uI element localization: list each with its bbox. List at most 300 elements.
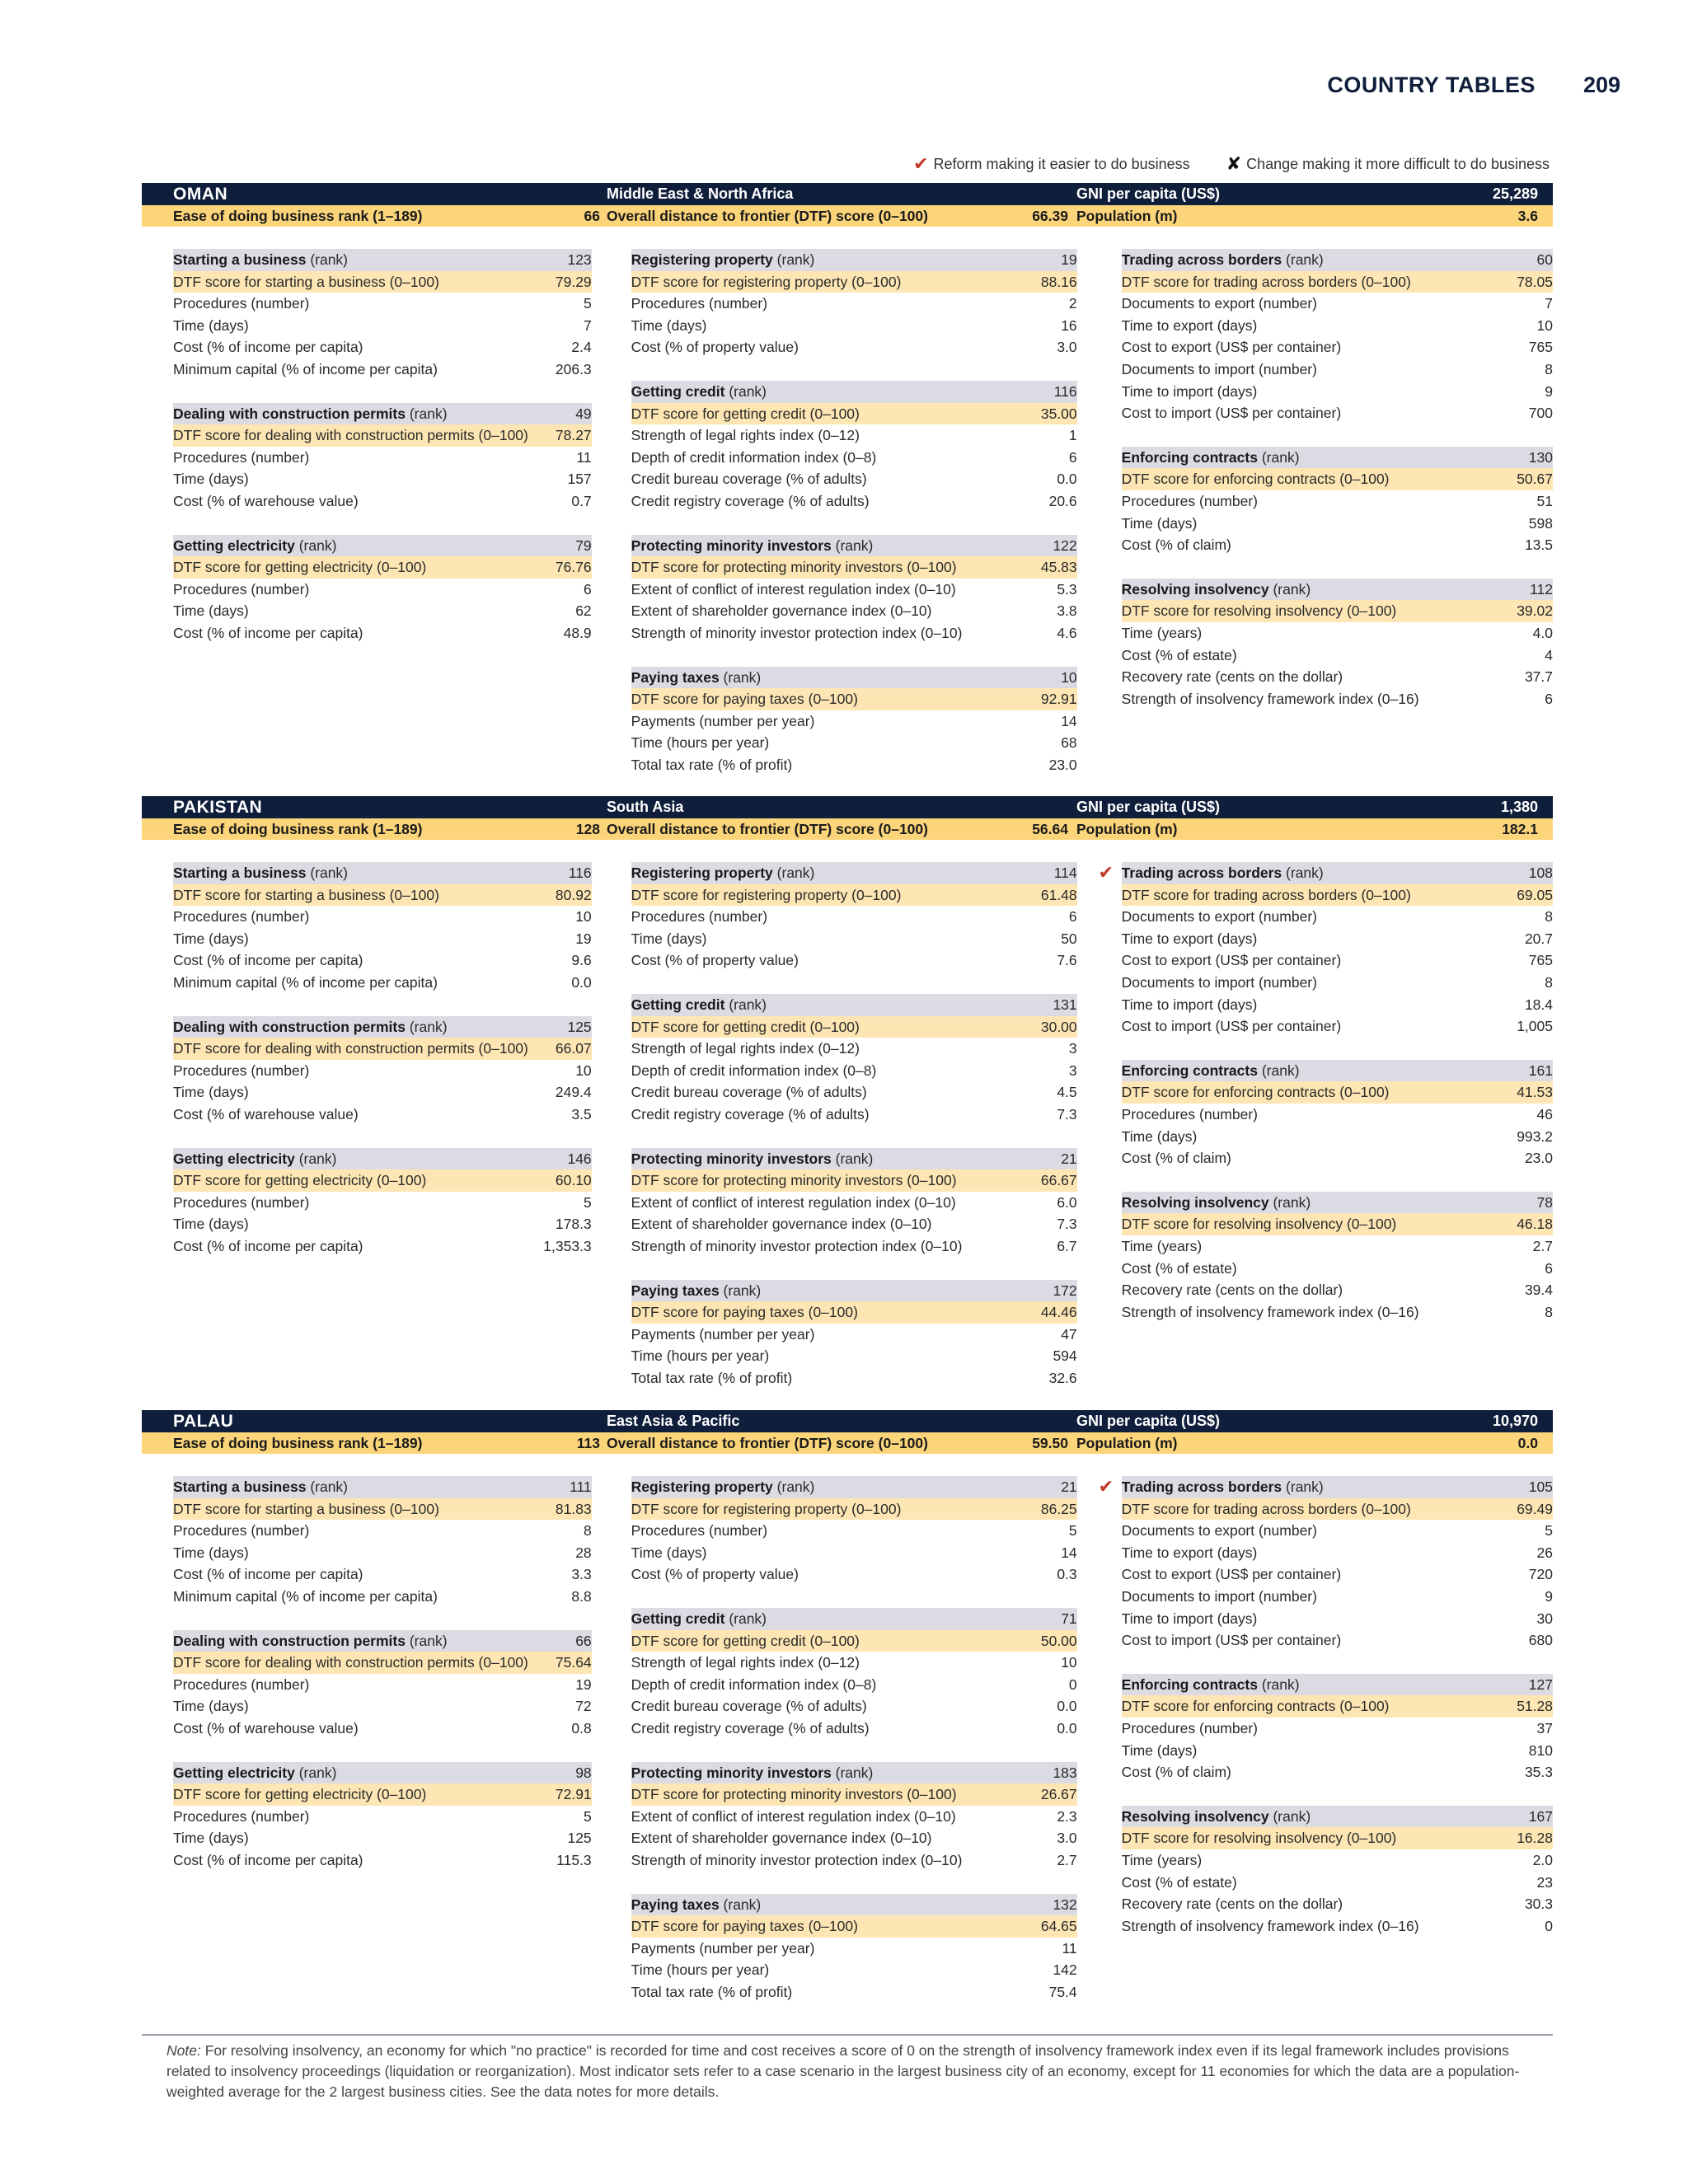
dtf-score-row (1122, 1498, 1553, 1521)
legend-change-label: Change making it more difficult to do business (1246, 155, 1550, 172)
indicator-label: Extent of shareholder governance index (0–10) (631, 1830, 932, 1847)
indicator-value: 11 (1062, 1939, 1077, 1957)
section-header-row (631, 1148, 1077, 1170)
section-suffix: (rank) (1273, 580, 1311, 598)
indicator-section (173, 1476, 592, 1608)
indicator-value: 206.3 (555, 360, 592, 377)
indicator-label: Time (days) (173, 1830, 249, 1847)
section-header-row (631, 862, 1077, 884)
section-title: Resolving insolvency (1121, 1193, 1269, 1211)
section-header-row (173, 403, 592, 425)
indicator-value: 6 (1545, 690, 1553, 707)
indicator-row (173, 972, 592, 994)
checkmark-icon: ✔ (913, 153, 929, 174)
indicator-row (631, 710, 1077, 733)
indicator-label: Minimum capital (% of income per capita) (173, 360, 438, 377)
indicator-value: 61.48 (1040, 886, 1077, 903)
section-rank: 19 (1061, 251, 1077, 268)
dtf-score-row (631, 1498, 1077, 1521)
indicator-row (1122, 1761, 1553, 1783)
indicator-value: 8 (583, 1522, 592, 1540)
indicator-row (631, 949, 1077, 972)
section-rank: 78 (1536, 1193, 1553, 1211)
section-rank: 123 (567, 251, 592, 268)
section-rank: 116 (568, 865, 592, 881)
indicator-label: DTF score for registering property (0–100) (631, 273, 902, 290)
section-suffix: (rank) (1273, 1807, 1311, 1825)
indicator-row (631, 579, 1077, 601)
section-title: Getting electricity (173, 1764, 295, 1781)
dtf-score-row (1122, 884, 1553, 907)
section-title: Trading across borders (1121, 251, 1282, 268)
indicator-value: 16 (1061, 316, 1077, 334)
dtf-score-row (173, 1783, 592, 1806)
indicator-label: Procedures (number) (173, 1193, 310, 1211)
indicator-value: 14 (1061, 712, 1077, 729)
indicator-label: Extent of conflict of interest regulation index (0–10) (631, 1193, 956, 1211)
indicator-value: 7 (1545, 295, 1553, 312)
dtf-score: 66.39 (1032, 207, 1068, 224)
indicator-value: 81.83 (555, 1500, 592, 1517)
indicator-label: DTF score for starting a business (0–100) (173, 273, 439, 290)
indicator-value: 64.65 (1040, 1918, 1077, 1935)
section-rank: 79 (575, 537, 592, 554)
indicator-label: Procedures (number) (173, 580, 310, 598)
indicator-label: DTF score for dealing with construction permits (0–100) (173, 1040, 528, 1057)
indicator-label: Time (years) (1121, 1851, 1203, 1868)
indicator-row (173, 906, 592, 928)
section-header-row (173, 1762, 592, 1784)
section-title: Paying taxes (631, 668, 720, 686)
section-suffix: (rank) (835, 537, 874, 554)
indicator-label: Extent of shareholder governance index (0–10) (631, 1216, 932, 1233)
section-title: Resolving insolvency (1121, 1807, 1269, 1825)
country-name: PALAU (173, 1411, 234, 1431)
section-header-row (631, 1476, 1077, 1498)
indicator-label: Procedures (number) (1121, 492, 1259, 509)
indicator-row (631, 1806, 1077, 1828)
indicator-row (631, 1542, 1077, 1564)
indicator-label: Strength of insolvency framework index (0–16) (1121, 1917, 1419, 1934)
indicator-label: Depth of credit information index (0–8) (631, 1675, 877, 1693)
indicator-value: 48.9 (563, 624, 592, 641)
indicator-label: Cost (% of income per capita) (173, 952, 363, 969)
indicator-label: DTF score for protecting minority investors (0–100) (631, 1786, 957, 1803)
indicator-row (173, 359, 592, 381)
indicator-row (631, 1104, 1077, 1126)
indicator-label: Strength of legal rights index (0–12) (631, 1654, 860, 1671)
indicator-value: 5 (583, 1193, 592, 1211)
indicator-value: 4.5 (1057, 1084, 1077, 1101)
indicator-value: 3 (1068, 1062, 1077, 1079)
section-header-row (173, 535, 592, 557)
indicator-section (1122, 579, 1553, 710)
indicator-label: DTF score for starting a business (0–100) (173, 886, 439, 903)
indicator-row (173, 293, 592, 315)
indicator-label: Cost (% of warehouse value) (173, 1105, 359, 1122)
indicator-value: 0.3 (1057, 1566, 1077, 1583)
dtf-label: Overall distance to frontier (DTF) score (0–100) (607, 820, 928, 837)
indicator-label: Procedures (number) (631, 908, 768, 926)
indicator-row (1122, 1872, 1553, 1894)
population-label: Population (m) (1076, 820, 1178, 837)
indicator-label: Cost (% of property value) (631, 339, 799, 356)
dtf-score-row (631, 1915, 1077, 1938)
indicator-value: 6 (1068, 448, 1077, 466)
indicator-label: Extent of conflict of interest regulation index (0–10) (631, 580, 956, 598)
indicator-label: Cost (% of claim) (1121, 1764, 1231, 1781)
indicator-section (1122, 249, 1553, 424)
gni-value: 1,380 (1500, 799, 1538, 815)
section-rank: 127 (1528, 1675, 1553, 1693)
indicator-label: Credit registry coverage (% of adults) (631, 492, 870, 509)
indicator-label: Credit bureau coverage (% of adults) (631, 1698, 867, 1715)
footnote-text: For resolving insolvency, an economy for which "no practice" is recorded for time and cost receives a score of 0 on the strength of insolvency framework index even if its legal framework includes provisions related to insolvency proceedings (liquidation or reorganization). Most indicator sets refer to a case scenario in the largest business city of an economy, except for 11 economies for which the data are a population-weighted average for the 2 largest business cities. See the data notes for more details. (166, 2042, 1520, 2100)
indicator-value: 14 (1061, 1544, 1077, 1561)
indicator-row (1122, 1893, 1553, 1915)
indicator-label: Procedures (number) (173, 1807, 310, 1825)
indicator-value: 3.3 (571, 1566, 592, 1583)
indicator-label: DTF score for resolving insolvency (0–100) (1121, 1830, 1397, 1847)
indicator-section (1122, 1806, 1553, 1938)
dtf-score: 59.50 (1032, 1434, 1068, 1451)
dtf-label: Overall distance to frontier (DTF) score (0–100) (607, 207, 928, 224)
indicator-label: DTF score for enforcing contracts (0–100) (1121, 1084, 1390, 1101)
footnote (142, 2034, 1553, 2102)
dtf-score-row (173, 271, 592, 293)
section-title: Starting a business (173, 865, 307, 881)
section-title: Dealing with construction permits (173, 1632, 406, 1649)
indicator-label: Cost (% of income per capita) (173, 1851, 363, 1868)
section-suffix: (rank) (729, 382, 767, 400)
indicator-value: 86.25 (1040, 1500, 1077, 1517)
dtf-score-row (173, 884, 592, 907)
indicator-row (173, 1104, 592, 1126)
section-title: Getting credit (631, 1610, 725, 1627)
indicator-row (1122, 402, 1553, 424)
indicator-section (631, 1148, 1077, 1258)
country-block (142, 183, 1553, 798)
indicator-row (1122, 949, 1553, 972)
indicator-value: 3.5 (571, 1105, 592, 1122)
section-rank: 10 (1061, 668, 1077, 686)
indicator-value: 23 (1536, 1873, 1553, 1891)
indicator-label: Cost to export (US$ per container) (1121, 339, 1342, 356)
indicator-label: Cost to export (US$ per container) (1121, 952, 1342, 969)
indicator-label: Time to export (days) (1121, 1544, 1258, 1561)
section-header-row (631, 667, 1077, 689)
indicator-columns (142, 1476, 1553, 2025)
section-title: Protecting minority investors (631, 1150, 832, 1167)
indicator-section (631, 535, 1077, 644)
indicator-row (173, 1718, 592, 1740)
indicator-value: 700 (1528, 405, 1553, 422)
indicator-row (631, 1213, 1077, 1235)
indicator-row (631, 490, 1077, 513)
legend (877, 153, 1550, 175)
indicator-label: Time (days) (173, 1698, 249, 1715)
indicator-section (1122, 1192, 1553, 1324)
section-rank: 66 (575, 1632, 592, 1649)
indicator-label: DTF score for getting electricity (0–100) (173, 1172, 427, 1189)
indicator-row (631, 1235, 1077, 1258)
indicator-row (1122, 513, 1553, 535)
section-rank: 112 (1530, 580, 1553, 598)
section-suffix: (rank) (310, 865, 349, 881)
section-rank: 167 (1528, 1807, 1553, 1825)
indicator-value: 2.4 (571, 339, 592, 356)
indicator-row (173, 1520, 592, 1542)
section-title: Registering property (631, 865, 773, 881)
indicator-label: Credit registry coverage (% of adults) (631, 1105, 870, 1122)
indicator-label: Time (days) (173, 1544, 249, 1561)
indicator-value: 3.8 (1057, 602, 1077, 620)
section-title: Paying taxes (631, 1282, 720, 1299)
indicator-value: 23.0 (1048, 756, 1077, 773)
indicator-row (1122, 381, 1553, 403)
indicator-section (1122, 1060, 1553, 1169)
indicator-value: 1 (1068, 427, 1077, 444)
indicator-value: 75.64 (555, 1654, 592, 1671)
page-number: 209 (1582, 73, 1620, 97)
indicator-value: 125 (567, 1830, 592, 1847)
indicator-row (1122, 1258, 1553, 1280)
section-suffix: (rank) (729, 996, 767, 1013)
indicator-value: 5 (583, 1807, 592, 1825)
population-value: 182.1 (1502, 820, 1538, 837)
ease-rank: 66 (584, 207, 600, 224)
indicator-row (173, 1542, 592, 1564)
indicator-row (631, 424, 1077, 447)
indicator-row (173, 579, 592, 601)
section-header-row (631, 994, 1077, 1016)
indicator-value: 75.4 (1048, 1983, 1077, 2000)
indicator-value: 8 (1545, 1303, 1553, 1320)
indicator-label: Payments (number per year) (631, 712, 815, 729)
population-label: Population (m) (1076, 207, 1178, 224)
indicator-label: Procedures (number) (631, 1522, 768, 1540)
section-suffix: (rank) (310, 251, 349, 268)
section-rank: 60 (1536, 251, 1553, 268)
indicator-value: 30 (1536, 1610, 1553, 1627)
section-header-row (631, 249, 1077, 271)
indicator-row (173, 1827, 592, 1849)
indicator-label: Time (days) (173, 316, 249, 334)
dtf-label: Overall distance to frontier (DTF) score (0–100) (607, 1434, 928, 1451)
indicator-label: Documents to import (number) (1121, 973, 1317, 991)
gni-value: 10,970 (1492, 1413, 1538, 1429)
indicator-row (631, 468, 1077, 490)
indicator-label: Credit bureau coverage (% of adults) (631, 471, 867, 488)
indicator-row (173, 949, 592, 972)
dtf-score-row (631, 271, 1077, 293)
indicator-label: DTF score for enforcing contracts (0–100) (1121, 1698, 1390, 1715)
indicator-value: 8 (1545, 360, 1553, 377)
dtf-score-row (1122, 1081, 1553, 1104)
indicator-value: 598 (1528, 514, 1553, 532)
indicator-label: DTF score for trading across borders (0–100) (1121, 1500, 1411, 1517)
section-suffix: (rank) (723, 1896, 762, 1913)
indicator-value: 39.02 (1517, 602, 1553, 620)
indicator-label: Time (years) (1121, 1237, 1203, 1254)
section-title: Getting credit (631, 996, 725, 1013)
gni-label: GNI per capita (US$) (1076, 799, 1221, 815)
indicator-value: 157 (567, 471, 592, 488)
ease-label: Ease of doing business rank (1–189) (173, 1434, 423, 1451)
indicator-label: Procedures (number) (173, 448, 310, 466)
section-title: Starting a business (173, 251, 307, 268)
indicator-value: 9 (1545, 382, 1553, 400)
section-header-row (1098, 862, 1553, 884)
section-rank: 125 (567, 1018, 592, 1035)
indicator-value: 720 (1528, 1566, 1553, 1583)
section-suffix: (rank) (1261, 448, 1300, 466)
indicator-label: Depth of credit information index (0–8) (631, 448, 877, 466)
section-suffix: (rank) (835, 1150, 874, 1167)
indicator-label: Time (hours per year) (631, 1961, 770, 1979)
indicator-value: 18.4 (1524, 996, 1553, 1013)
indicator-label: Documents to import (number) (1121, 1587, 1317, 1605)
indicator-label: DTF score for getting credit (0–100) (631, 1632, 860, 1649)
indicator-row (173, 1060, 592, 1082)
indicator-label: DTF score for registering property (0–100) (631, 1500, 902, 1517)
indicator-label: DTF score for starting a business (0–100) (173, 1500, 439, 1517)
indicator-value: 1,353.3 (543, 1237, 592, 1254)
indicator-value: 4.6 (1057, 624, 1077, 641)
region-name: South Asia (607, 799, 684, 815)
indicator-label: DTF score for paying taxes (0–100) (631, 1918, 858, 1935)
section-header-row (631, 1608, 1077, 1630)
indicator-column (173, 249, 592, 798)
indicator-row (631, 1038, 1077, 1060)
indicator-value: 44.46 (1040, 1304, 1077, 1321)
indicator-value: 6 (583, 580, 592, 598)
indicator-value: 10 (1061, 1654, 1077, 1671)
indicator-value: 35.3 (1524, 1764, 1553, 1781)
indicator-value: 72.91 (555, 1786, 592, 1803)
dtf-score-row (1122, 271, 1553, 293)
section-suffix: (rank) (776, 251, 815, 268)
indicator-row (631, 1959, 1077, 1981)
indicator-label: Time to import (days) (1121, 382, 1258, 400)
indicator-value: 2.7 (1057, 1851, 1077, 1868)
indicator-value: 26.67 (1040, 1786, 1077, 1803)
indicator-row (173, 315, 592, 337)
indicator-value: 5 (583, 295, 592, 312)
section-title: Registering property (631, 1479, 773, 1495)
indicator-row (1122, 1542, 1553, 1564)
section-title: Paying taxes (631, 1896, 720, 1913)
section-header-row (1122, 249, 1553, 271)
indicator-label: Credit registry coverage (% of adults) (631, 1719, 870, 1736)
indicator-value: 0.0 (571, 973, 592, 991)
indicator-row (173, 1235, 592, 1258)
indicator-value: 50.67 (1517, 471, 1553, 488)
population-label: Population (m) (1076, 1434, 1178, 1451)
indicator-label: Strength of insolvency framework index (0–16) (1121, 1303, 1419, 1320)
indicator-value: 50.00 (1040, 1632, 1077, 1649)
dtf-score-row (631, 1016, 1077, 1038)
indicator-label: Time (days) (1121, 514, 1198, 532)
indicator-value: 3 (1068, 1040, 1077, 1057)
indicator-label: DTF score for protecting minority investors (0–100) (631, 1172, 957, 1189)
indicator-label: DTF score for dealing with construction permits (0–100) (173, 427, 528, 444)
indicator-row (173, 928, 592, 950)
indicator-value: 680 (1528, 1632, 1553, 1649)
indicator-label: Time to import (days) (1121, 996, 1258, 1013)
indicator-row (173, 1563, 592, 1586)
section-suffix: (rank) (776, 1479, 815, 1495)
indicator-label: Time to import (days) (1121, 1610, 1258, 1627)
dtf-score-row (1122, 1695, 1553, 1718)
indicator-value: 68 (1061, 734, 1077, 752)
indicator-value: 5 (1545, 1522, 1553, 1540)
section-suffix: (rank) (1286, 865, 1324, 881)
indicator-row (1122, 1126, 1553, 1148)
section-title: Enforcing contracts (1121, 448, 1258, 466)
indicator-section (1122, 447, 1553, 556)
indicator-label: Recovery rate (cents on the dollar) (1121, 1282, 1343, 1299)
indicator-label: Documents to import (number) (1121, 360, 1317, 377)
region-name: East Asia & Pacific (607, 1413, 740, 1429)
population-value: 0.0 (1517, 1434, 1538, 1451)
indicator-label: Procedures (number) (173, 295, 310, 312)
indicator-section (173, 535, 592, 644)
indicator-label: DTF score for trading across borders (0–100) (1121, 886, 1411, 903)
section-header-row (631, 1762, 1077, 1784)
indicator-row (631, 600, 1077, 622)
indicator-row (173, 1806, 592, 1828)
indicator-value: 10 (1536, 316, 1553, 334)
indicator-label: Recovery rate (cents on the dollar) (1121, 668, 1343, 686)
country-summary-bar (142, 818, 1553, 840)
indicator-section (173, 862, 592, 994)
dtf-score-row (631, 1783, 1077, 1806)
indicator-value: 39.4 (1524, 1282, 1553, 1299)
indicator-column (631, 249, 1077, 798)
indicator-column (1122, 249, 1553, 798)
indicator-label: Cost to import (US$ per container) (1121, 405, 1342, 422)
indicator-label: Recovery rate (cents on the dollar) (1121, 1896, 1343, 1913)
section-title: Dealing with construction permits (173, 405, 406, 422)
indicator-value: 66.07 (555, 1040, 592, 1057)
indicator-label: Procedures (number) (1121, 1105, 1259, 1122)
indicator-row (631, 928, 1077, 950)
indicator-section (631, 381, 1077, 513)
indicator-value: 66.67 (1040, 1172, 1077, 1189)
indicator-columns (142, 862, 1553, 1411)
dtf-score: 56.64 (1032, 820, 1068, 837)
dtf-score-row (1122, 1213, 1553, 1235)
indicator-value: 51.28 (1517, 1698, 1553, 1715)
section-header-row (1098, 1476, 1553, 1498)
dtf-score-row (631, 884, 1077, 907)
indicator-label: Total tax rate (% of profit) (631, 1983, 793, 2000)
indicator-row (1122, 1608, 1553, 1630)
indicator-label: Time (days) (1121, 1127, 1198, 1145)
indicator-label: Total tax rate (% of profit) (631, 756, 793, 773)
indicator-label: DTF score for getting electricity (0–100) (173, 559, 427, 576)
indicator-section (631, 1762, 1077, 1872)
indicator-value: 50 (1061, 930, 1077, 947)
footnote-label: Note: (166, 2042, 201, 2059)
indicator-row (1122, 688, 1553, 710)
indicator-row (631, 906, 1077, 928)
indicator-row (631, 1849, 1077, 1872)
indicator-label: DTF score for getting credit (0–100) (631, 405, 860, 422)
indicator-label: Cost (% of estate) (1121, 1259, 1237, 1277)
indicator-row (1122, 1586, 1553, 1608)
